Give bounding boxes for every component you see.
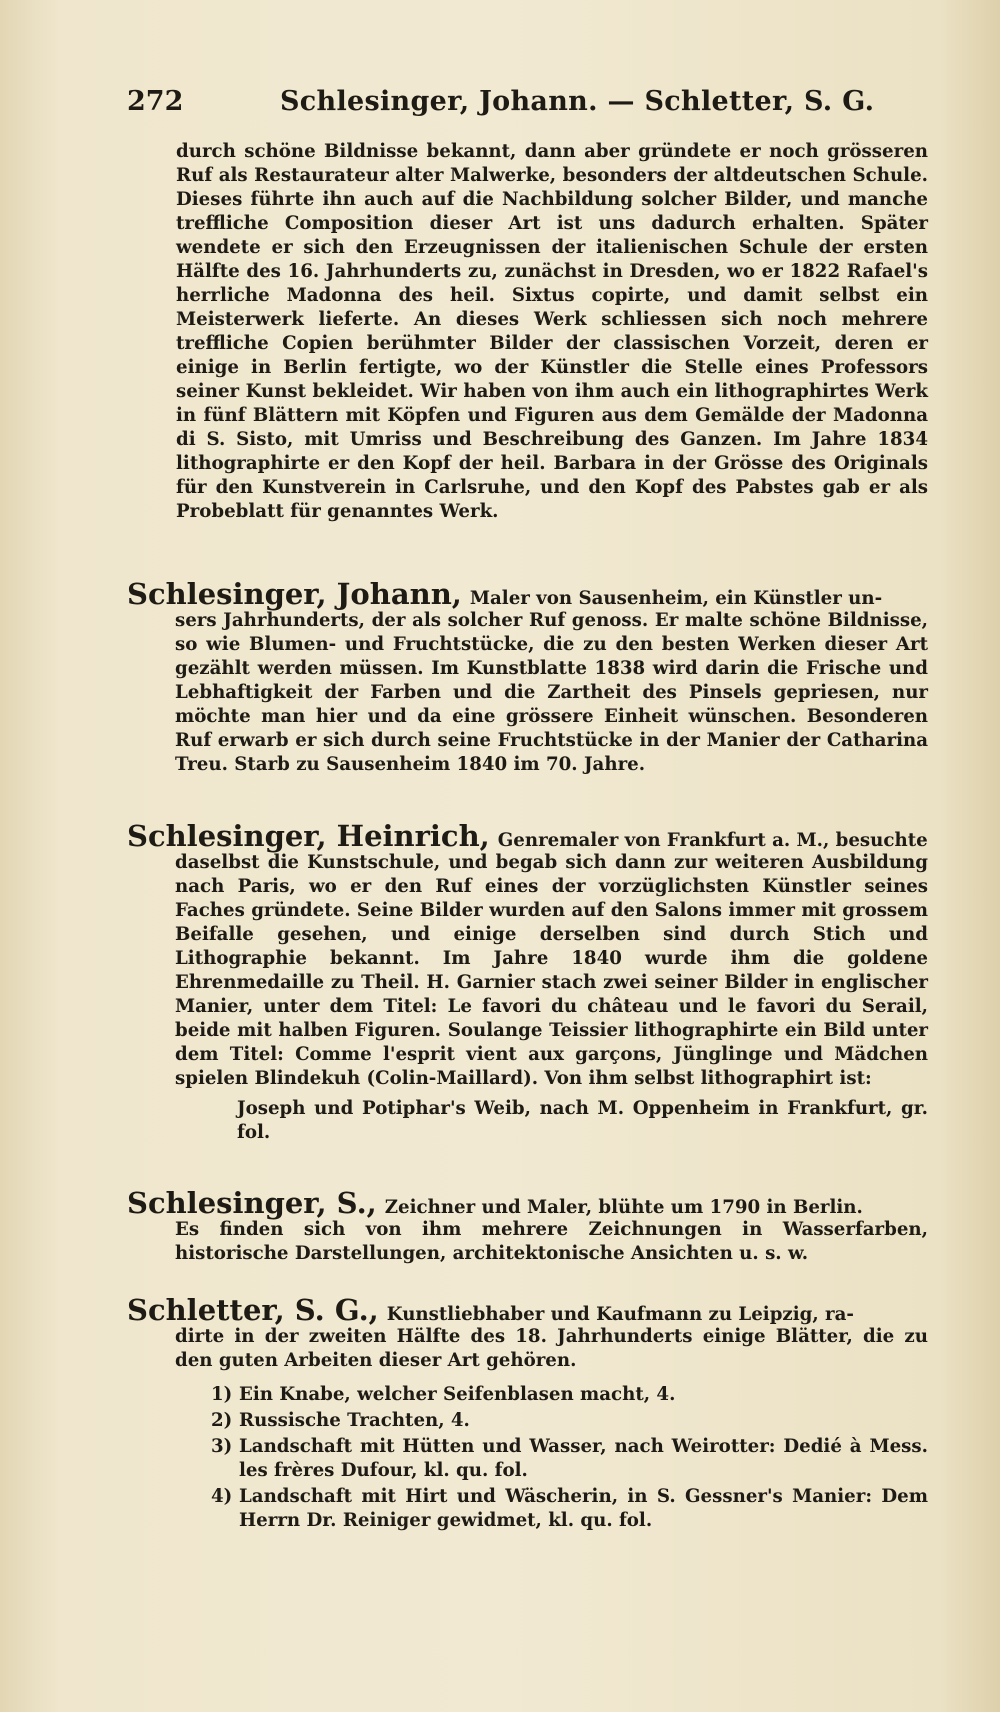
item-number: 4) (211, 1486, 233, 1507)
running-title: Schlesinger, Johann. — Schletter, S. G. (280, 86, 875, 117)
item-number: 2) (211, 1410, 233, 1431)
entry-headword: Schlesinger, Heinrich, (127, 819, 490, 853)
list-item (211, 1485, 928, 1533)
entry-schletter-sg (127, 1293, 928, 1535)
entry-headword: Schlesinger, S., (127, 1186, 377, 1220)
entry-lead: Kunstliebhaber und Kaufmann zu Leipzig, ra- (386, 1304, 854, 1325)
work-list (127, 1097, 928, 1145)
entry-body: dirte in der zweiten Hälfte des 18. Jahrhunderts einige Blätter, die zu den guten Arbeiten dieser Art gehören. (175, 1326, 928, 1371)
page-header (127, 86, 927, 126)
item-text: Ein Knabe, welcher Seifenblasen macht, 4. (239, 1384, 676, 1405)
entry-body: Es finden sich von ihm mehrere Zeichnungen in Wasserfarben, historische Darstellungen, architektonische Ansichten u. s. w. (175, 1219, 928, 1264)
work-item: Joseph und Potiphar's Weib, nach M. Oppenheim in Frankfurt, gr. fol. (237, 1098, 928, 1143)
item-text: Landschaft mit Hirt und Wäscherin, in S. Gessner's Manier: Dem Herrn Dr. Reiniger gewidmet, kl. qu. fol. (239, 1486, 928, 1531)
entry-body: daselbst die Kunstschule, und begab sich dann zur weiteren Ausbildung nach Paris, wo er den Ruf eines der vorzüglichsten Künstler seines Faches gründete. Seine Bilder wurden auf den Salons immer mit grossem Beifalle gesehen, und einige derselben sind durch Stich und Lithographie bekannt. Im Jahre 1840 wurde ihm die goldene Ehrenmedaille zu Theil. H. Garnier stach zwei seiner Bilder in englischer Manier, unter dem Titel: Le favori du château und le favori du Serail, beide mit halben Figuren. Soulange Teissier lithographirte ein Bild unter dem Titel: Comme l'esprit vient aux garçons, Jünglinge und Mädchen spielen Blindekuh (Colin-Maillard). Von ihm selbst lithographirt ist: (175, 852, 928, 1089)
entry-schlesinger-heinrich (127, 819, 928, 1151)
item-number: 1) (211, 1384, 233, 1405)
entry-lead: Genremaler von Frankfurt a. M., besuchte (497, 830, 928, 851)
numbered-work-list (127, 1383, 928, 1533)
item-text: Landschaft mit Hütten und Wasser, nach Weirotter: Dedié à Mess. les frères Dufour, kl. qu. fol. (239, 1436, 928, 1481)
page-number: 272 (127, 86, 184, 117)
entry-headword: Schletter, S. G., (127, 1293, 379, 1327)
entry-lead: Zeichner und Maler, blühte um 1790 in Berlin. (384, 1197, 863, 1218)
list-item (211, 1409, 928, 1433)
item-text: Russische Trachten, 4. (239, 1410, 470, 1431)
list-item (211, 1383, 928, 1407)
entry-headword: Schlesinger, Johann, (127, 577, 462, 611)
entry-schlesinger-s (127, 1186, 928, 1266)
entry-body: sers Jahrhunderts, der als solcher Ruf genoss. Er malte schöne Bildnisse, so wie Blumen- und Fruchtstücke, die zu den besten Werken dieser Art gezählt werden müssen. Im Kunstblatte 1838 wird darin die Frische und Lebhaftigkeit der Farben und die Zartheit des Pinsels gepriesen, nur möchte man hier und da eine grössere Einheit wünschen. Besonderen Ruf erwarb er sich durch seine Fruchtstücke in der Manier der Catharina Treu. Starb zu Sausenheim 1840 im 70. Jahre. (175, 610, 928, 775)
entry-lead: Maler von Sausenheim, ein Künstler un- (469, 588, 883, 609)
continuation-paragraph: durch schöne Bildnisse bekannt, dann aber gründete er noch grösseren Ruf als Restaurateur alter Malwerke, besonders der altdeutschen Schule. Dieses führte ihn auch auf die Nachbildung solcher Bilder, und manche treffliche Composition dieser Art ist uns dadurch erhalten. Später wendete er sich den Erzeugnissen der italienischen Schule der ersten Hälfte des 16. Jahrhunderts zu, zunächst in Dresden, wo er 1822 Rafael's herrliche Madonna des heil. Sixtus copirte, und damit selbst ein Meisterwerk lieferte. An dieses Werk schliessen sich noch mehrere treffliche Copien berühmter Bilder der classischen Vorzeit, deren er einige in Berlin fertigte, wo der Künstler die Stelle eines Professors seiner Kunst bekleidet. Wir haben von ihm auch ein lithographirtes Werk in fünf Blättern mit Köpfen und Figuren aus dem Gemälde der Madonna di S. Sisto, mit Umriss und Beschreibung des Ganzen. Im Jahre 1834 lithographirte er den Kopf der heil. Barbara in der Grösse des Originals für den Kunstverein in Carlsruhe, und den Kopf des Pabstes gab er als Probeblatt für genanntes Werk. (176, 141, 928, 522)
list-item (211, 1435, 928, 1483)
entry-schlesinger-johann (127, 577, 928, 777)
item-number: 3) (211, 1436, 233, 1457)
